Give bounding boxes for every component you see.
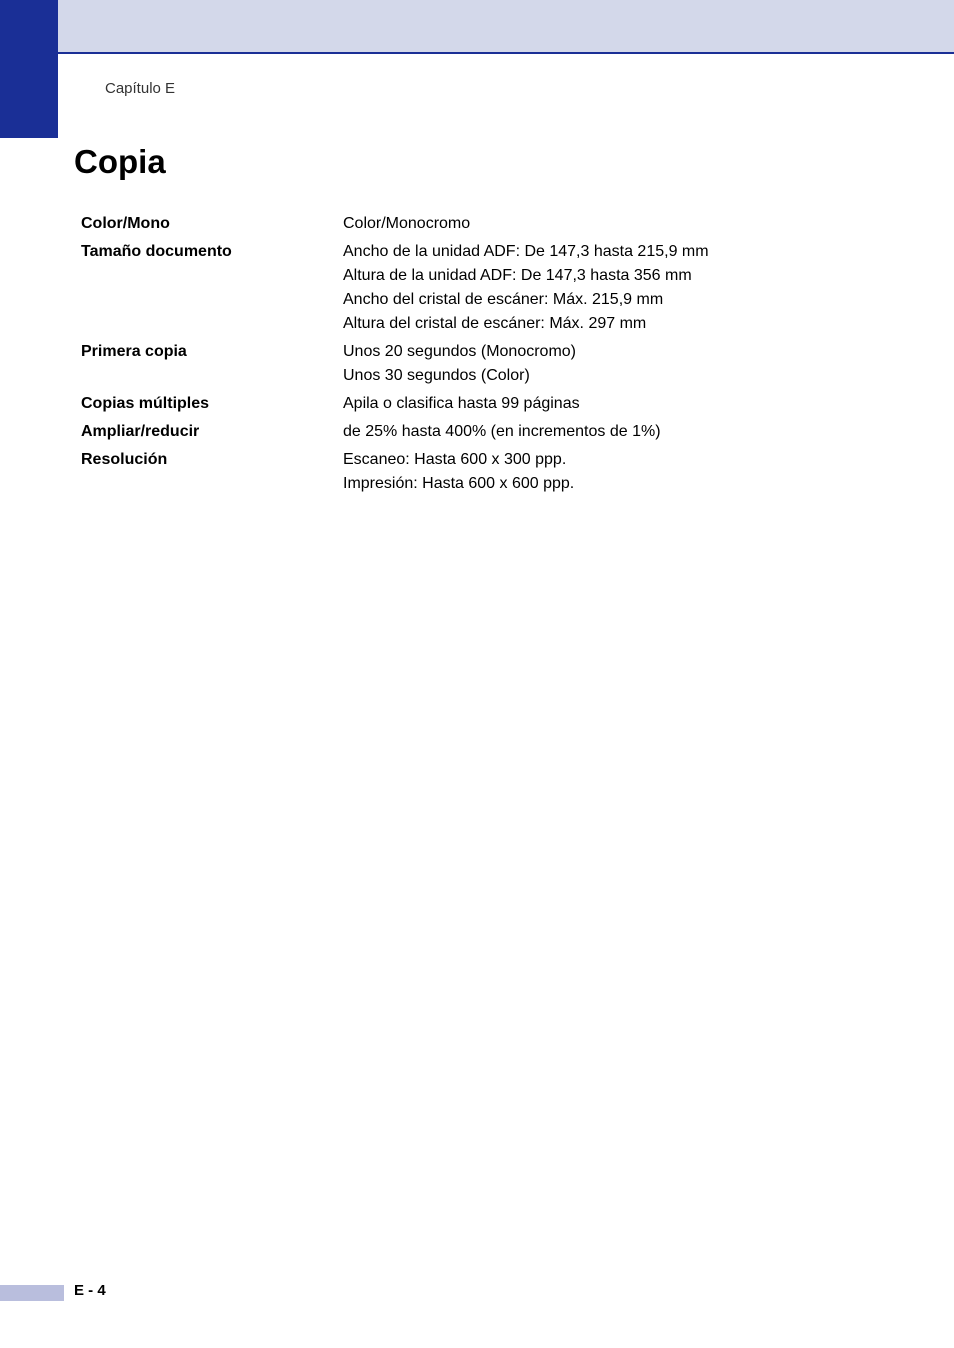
corner-accent-block	[0, 0, 58, 138]
spec-value: Apila o clasifica hasta 99 páginas	[343, 395, 580, 412]
spec-label: Primera copia	[81, 343, 187, 360]
spec-values	[343, 212, 841, 236]
spec-values	[343, 340, 841, 388]
spec-value: Impresión: Hasta 600 x 600 ppp.	[343, 475, 575, 492]
spec-label: Resolución	[81, 451, 168, 468]
spec-values	[343, 420, 841, 444]
page-number: E - 4	[74, 1282, 106, 1299]
spec-value: Ancho del cristal de escáner: Máx. 215,9 mm	[343, 291, 664, 308]
spec-value: de 25% hasta 400% (en incrementos de 1%)	[343, 423, 661, 440]
spec-value: Unos 20 segundos (Monocromo)	[343, 343, 577, 360]
spec-row-color-mono	[81, 212, 841, 236]
chapter-label: Capítulo E	[105, 80, 176, 97]
spec-values	[343, 448, 841, 496]
spec-label: Copias múltiples	[81, 395, 210, 412]
spec-values	[343, 240, 841, 336]
spec-value: Altura de la unidad ADF: De 147,3 hasta 356 mm	[343, 267, 692, 284]
spec-table	[81, 212, 841, 500]
footer-accent-bar	[0, 1285, 64, 1301]
spec-value: Ancho de la unidad ADF: De 147,3 hasta 215,9 mm	[343, 243, 709, 260]
spec-value: Unos 30 segundos (Color)	[343, 367, 530, 384]
header-band	[58, 0, 954, 54]
spec-label: Ampliar/reducir	[81, 423, 200, 440]
spec-value: Altura del cristal de escáner: Máx. 297 mm	[343, 315, 647, 332]
spec-row-enlarge-reduce	[81, 420, 841, 444]
spec-row-resolution	[81, 448, 841, 496]
spec-row-multiple-copies	[81, 392, 841, 416]
spec-label: Color/Mono	[81, 215, 170, 232]
spec-value: Color/Monocromo	[343, 215, 471, 232]
spec-values	[343, 392, 841, 416]
page-title: Copia	[74, 143, 166, 180]
spec-row-document-size	[81, 240, 841, 336]
spec-row-first-copy	[81, 340, 841, 388]
spec-value: Escaneo: Hasta 600 x 300 ppp.	[343, 451, 567, 468]
spec-label: Tamaño documento	[81, 243, 232, 260]
